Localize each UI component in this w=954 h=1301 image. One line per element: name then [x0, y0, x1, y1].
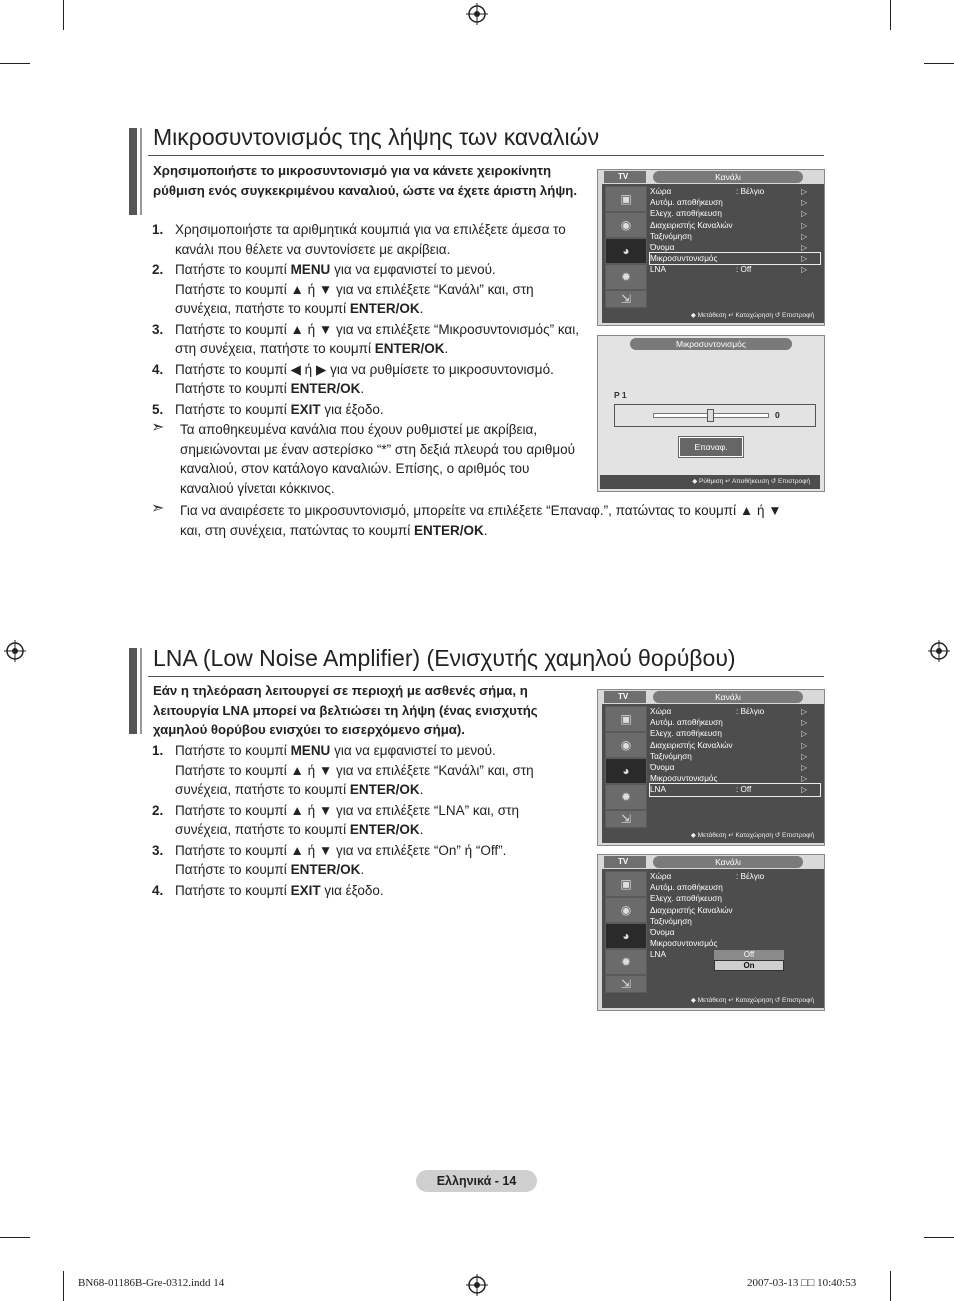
step-text: Πατήστε το κουμπί ▲ ή ▼ για να επιλέξετε “Κανάλι” και, στη συνέχεια, πατήστε το κουμπί: [175, 281, 534, 316]
osd-item-value: : Off: [736, 265, 752, 275]
note-block: [151, 501, 791, 540]
registration-mark-icon: [4, 640, 26, 662]
steps-list: [151, 741, 571, 901]
osd-menu-list: [650, 706, 820, 796]
step-text: .: [360, 381, 365, 396]
osd-item-label: Ελεγχ. αποθήκευση: [650, 894, 722, 904]
note: [151, 501, 791, 540]
title-rule: [148, 676, 824, 677]
osd-item-label: Χώρα: [650, 187, 672, 196]
print-timestamp: 2007-03-13 □□ 10:40:53: [747, 1277, 857, 1289]
step-text: για να εμφανιστεί το μενού.: [330, 743, 496, 758]
step-text: Χρησιμοποιήστε τα αριθμητικά κουμπιά για να επιλέξετε άμεσα το κανάλι που θέλετε να συντονίσετε με ακρίβεια.: [175, 222, 566, 257]
note-arrow-icon: ➣: [151, 419, 165, 436]
button-name: ENTER/OK: [414, 522, 484, 538]
arrow-right-icon: ▷: [801, 729, 808, 739]
button-name: ENTER/OK: [349, 301, 420, 316]
osd-item-label: Όνομα: [650, 762, 675, 772]
crop-mark: [63, 1271, 64, 1301]
channel-icon: ◕: [605, 923, 647, 949]
button-name: ENTER/OK: [349, 822, 420, 837]
osd-item-manual-store[interactable]: [650, 893, 820, 904]
osd-item-auto-store[interactable]: [650, 197, 820, 208]
osd-item-value: : Βέλγιο: [736, 187, 765, 196]
osd-footer: ◆ Μετάθεση ↵ Καταχώρηση ↺ Επιστροφή: [602, 994, 824, 1008]
input-icon: ⇲: [605, 810, 647, 828]
osd-body: [602, 184, 824, 310]
step-text: Πατήστε το κουμπί: [175, 743, 291, 758]
osd-tv-label: TV: [604, 856, 646, 868]
osd-item-country[interactable]: [650, 706, 820, 717]
reset-button[interactable]: Επαναφ.: [679, 437, 743, 457]
button-name: MENU: [290, 743, 331, 758]
arrow-right-icon: ▷: [801, 774, 808, 784]
osd-item-auto-store[interactable]: [650, 717, 820, 728]
arrow-right-icon: ▷: [801, 718, 808, 728]
osd-tab-title: Κανάλι: [653, 856, 803, 868]
osd-item-lna[interactable]: [650, 264, 820, 275]
step-text: Πατήστε το κουμπί ▲ ή ▼ για να επιλέξετε “Κανάλι” και, στη συνέχεια, πατήστε το κουμπί: [175, 762, 534, 797]
osd-item-label: Μικροσυντονισμός: [650, 939, 718, 949]
osd-channel-menu: [597, 169, 825, 326]
osd-tab-title: Κανάλι: [653, 691, 803, 703]
step-text: .: [444, 341, 449, 356]
arrow-right-icon: ▷: [801, 762, 808, 772]
button-name: ENTER/OK: [374, 341, 445, 356]
step-text: για έξοδο.: [320, 401, 384, 417]
osd-header: [598, 170, 824, 185]
osd-item-label: Όνομα: [650, 242, 675, 252]
step-text: Πατήστε το κουμπί: [175, 381, 291, 396]
step-number: 5.: [152, 401, 164, 417]
section-marker: [140, 128, 142, 215]
lna-option-on[interactable]: On: [714, 960, 784, 971]
osd-item-country[interactable]: [650, 871, 820, 882]
step-text: Πατήστε το κουμπί ◀ ή ▶ για να ρυθμίσετε το μικροσυντονισμό.: [175, 361, 554, 377]
step-item: [151, 741, 571, 800]
osd-item-label: Διαχειριστής Καναλιών: [650, 905, 733, 915]
fine-tune-slider-box: [614, 404, 816, 427]
step-text: Πατήστε το κουμπί: [175, 262, 291, 277]
picture-icon: ▣: [605, 871, 647, 897]
osd-item-channel-manager[interactable]: [650, 740, 820, 751]
osd-item-sort[interactable]: [650, 916, 820, 927]
step-number: 2.: [152, 802, 164, 818]
osd-item-label: LNA: [650, 265, 666, 275]
sound-icon: ◉: [605, 212, 647, 238]
registration-mark-icon: [466, 1274, 488, 1296]
osd-footer: ◆ Ρύθμιση ↵ Αποθήκευση ↺ Επιστροφή: [600, 475, 820, 489]
step-text: .: [360, 862, 365, 877]
section-intro: Εάν η τηλεόραση λειτουργεί σε περιοχή με ασθενές σήμα, η λειτουργία LNA μπορεί να βελτιώσει τη λήψη (ένας ενισχυτής χαμηλού θορύβου ενισχύει το εισερχόμενο σήμα).: [153, 683, 538, 737]
arrow-right-icon: ▷: [801, 707, 808, 716]
lna-option-off[interactable]: Off: [714, 950, 784, 960]
osd-tab-title: Κανάλι: [653, 171, 803, 183]
arrow-right-icon: ▷: [801, 254, 808, 264]
osd-item-label: Διαχειριστής Καναλιών: [650, 220, 733, 230]
crop-mark: [890, 0, 891, 30]
step-item: [151, 320, 591, 359]
step-item: [151, 841, 571, 880]
osd-body: [602, 704, 824, 830]
step-text: Πατήστε το κουμπί ▲ ή ▼ για να επιλέξετε “Μικροσυντονισμός” και, στη συνέχεια, πατήστε το κουμπί: [175, 321, 579, 356]
osd-item-label: Μικροσυντονισμός: [650, 254, 718, 264]
crop-mark: [890, 1271, 891, 1301]
step-text: Πατήστε το κουμπί ▲ ή ▼ για να επιλέξετε “LNA” και, στη συνέχεια, πατήστε το κουμπί: [175, 802, 519, 837]
channel-icon: ◕: [605, 238, 647, 264]
osd-item-label: Αυτόμ. αποθήκευση: [650, 883, 723, 893]
osd-item-fine-tune[interactable]: [650, 938, 820, 949]
osd-tv-label: TV: [604, 691, 646, 703]
step-text: .: [419, 301, 424, 316]
osd-item-label: Μικροσυντονισμός: [650, 774, 718, 784]
arrow-right-icon: ▷: [801, 231, 808, 241]
osd-item-label: Αυτόμ. αποθήκευση: [650, 718, 723, 728]
step-text: .: [419, 782, 424, 797]
section-marker: [140, 648, 142, 734]
step-text: .: [419, 822, 424, 837]
channel-icon: ◕: [605, 758, 647, 784]
step-item: [151, 360, 591, 399]
osd-item-label: Όνομα: [650, 927, 675, 937]
step-number: 3.: [152, 321, 164, 337]
osd-item-label: Ταξινόμηση: [650, 231, 692, 241]
osd-item-fine-tune[interactable]: [650, 253, 820, 264]
osd-fine-tune: [597, 335, 825, 492]
osd-item-label: Χώρα: [650, 707, 672, 716]
note: [151, 420, 580, 498]
step-number: 2.: [152, 262, 164, 277]
osd-tv-label: TV: [604, 171, 646, 183]
setup-icon: ✹: [605, 949, 647, 975]
step-text: Πατήστε το κουμπί: [175, 862, 291, 877]
step-text: Πατήστε το κουμπί ▲ ή ▼ για να επιλέξετε “On” ή “Off”.: [175, 842, 507, 858]
picture-icon: ▣: [605, 186, 647, 212]
osd-menu-list: [650, 871, 820, 961]
step-number: 3.: [152, 842, 164, 858]
osd-item-manual-store[interactable]: [650, 208, 820, 219]
arrow-right-icon: ▷: [801, 209, 808, 219]
osd-item-auto-store[interactable]: [650, 882, 820, 893]
step-text: για έξοδο.: [320, 882, 384, 898]
channel-label: P 1: [614, 390, 627, 400]
section-title: Μικροσυντονισμός της λήψης των καναλιών: [153, 124, 600, 150]
osd-footer: ◆ Μετάθεση ↵ Καταχώρηση ↺ Επιστροφή: [602, 829, 824, 843]
button-name: ENTER/OK: [290, 381, 361, 396]
step-number: 1.: [152, 743, 164, 758]
osd-menu-list: [650, 186, 820, 276]
osd-item-value: : Βέλγιο: [736, 872, 765, 881]
input-icon: ⇲: [605, 975, 647, 993]
button-name: ENTER/OK: [349, 782, 420, 797]
note-text: .: [483, 522, 488, 538]
note-arrow-icon: ➣: [151, 500, 165, 517]
osd-item-label: Ταξινόμηση: [650, 916, 692, 926]
step-item: [151, 881, 571, 901]
osd-item-manual-store[interactable]: [650, 728, 820, 739]
print-file-info: BN68-01186B-Gre-0312.indd 14: [78, 1277, 225, 1289]
button-name: ENTER/OK: [290, 862, 361, 877]
button-name: EXIT: [290, 401, 321, 417]
crop-mark: [0, 1237, 30, 1238]
osd-item-label: Ελεγχ. αποθήκευση: [650, 729, 722, 739]
sound-icon: ◉: [605, 897, 647, 923]
osd-channel-menu: [597, 689, 825, 846]
osd-item-sort[interactable]: [650, 231, 820, 242]
osd-channel-menu: [597, 854, 825, 1011]
arrow-right-icon: ▷: [801, 740, 808, 750]
osd-item-value: : Off: [736, 785, 752, 795]
step-item: [151, 260, 591, 319]
section-intro: Χρησιμοποιήστε το μικροσυντονισμό για να κάνετε χειροκίνητη ρύθμιση ενός συγκεκριμένου καναλιού, ώστε να έχετε άριστη λήψη.: [153, 163, 577, 198]
button-name: EXIT: [290, 882, 321, 898]
setup-icon: ✹: [605, 784, 647, 810]
arrow-right-icon: ▷: [801, 751, 808, 761]
osd-item-label: Ελεγχ. αποθήκευση: [650, 209, 722, 219]
osd-item-value: : Βέλγιο: [736, 707, 765, 716]
osd-item-label: Διαχειριστής Καναλιών: [650, 740, 733, 750]
osd-item-label: LNA: [650, 950, 666, 960]
arrow-right-icon: ▷: [801, 242, 808, 252]
osd-footer: ◆ Μετάθεση ↵ Καταχώρηση ↺ Επιστροφή: [602, 309, 824, 323]
steps-list: [151, 220, 591, 498]
step-number: 4.: [152, 882, 164, 898]
osd-item-channel-manager[interactable]: [650, 905, 820, 916]
step-item: [151, 220, 591, 259]
section-marker: [129, 128, 137, 215]
sound-icon: ◉: [605, 732, 647, 758]
fine-tune-value: 0: [775, 410, 780, 420]
registration-mark-icon: [928, 640, 950, 662]
step-number: 1.: [152, 222, 164, 237]
osd-item-name[interactable]: [650, 927, 820, 938]
section-marker: [129, 648, 137, 734]
button-name: MENU: [290, 262, 331, 277]
osd-item-lna[interactable]: [650, 784, 820, 795]
page-number-badge: Ελληνικά - 14: [416, 1170, 537, 1192]
osd-item-label: Αυτόμ. αποθήκευση: [650, 198, 723, 208]
title-rule: [148, 155, 824, 156]
picture-icon: ▣: [605, 706, 647, 732]
crop-mark: [924, 63, 954, 64]
note-text: Τα αποθηκευμένα κανάλια που έχουν ρυθμιστεί με ακρίβεια, σημειώνονται με έναν αστερίσκο “*” στη δεξιά πλευρά του αριθμού καναλιού, στον κατάλογο καναλιών. Επίσης, ο αριθμός του καναλιού γίνεται κόκκινος.: [180, 422, 576, 496]
osd-tab-title: Μικροσυντονισμός: [630, 338, 792, 350]
arrow-right-icon: ▷: [801, 220, 808, 230]
step-item: [151, 801, 571, 840]
step-item: [151, 400, 591, 420]
arrow-right-icon: ▷: [801, 785, 808, 795]
section-title: LNA (Low Noise Amplifier) (Ενισχυτής χαμηλού θορύβου): [153, 645, 736, 671]
arrow-right-icon: ▷: [801, 198, 808, 208]
step-number: 4.: [152, 361, 164, 377]
setup-icon: ✹: [605, 264, 647, 290]
osd-item-label: Χώρα: [650, 872, 672, 881]
fine-tune-slider-handle[interactable]: [707, 409, 714, 422]
crop-mark: [924, 1237, 954, 1238]
crop-mark: [0, 63, 30, 64]
osd-item-name[interactable]: [650, 762, 820, 773]
osd-body: [602, 869, 824, 995]
osd-header: [598, 855, 824, 870]
step-text: Πατήστε το κουμπί: [175, 401, 291, 417]
osd-item-sort[interactable]: [650, 751, 820, 762]
osd-item-label: Ταξινόμηση: [650, 751, 692, 761]
osd-item-name[interactable]: [650, 242, 820, 253]
crop-mark: [63, 0, 64, 30]
step-text: Πατήστε το κουμπί: [175, 882, 291, 898]
note-text: Για να αναιρέσετε το μικροσυντονισμό, μπορείτε να επιλέξετε “Επαναφ.”, πατώντας το κουμπί ▲ ή ▼ και, στη συνέχεια, πατώντας το κουμπί: [180, 503, 782, 538]
osd-item-channel-manager[interactable]: [650, 220, 820, 231]
osd-item-label: LNA: [650, 785, 666, 795]
input-icon: ⇲: [605, 290, 647, 308]
osd-item-fine-tune[interactable]: [650, 773, 820, 784]
arrow-right-icon: ▷: [801, 187, 808, 196]
registration-mark-icon: [466, 3, 488, 25]
arrow-right-icon: ▷: [801, 265, 808, 275]
osd-item-country[interactable]: [650, 186, 820, 197]
osd-header: [598, 690, 824, 705]
step-text: για να εμφανιστεί το μενού.: [330, 262, 496, 277]
